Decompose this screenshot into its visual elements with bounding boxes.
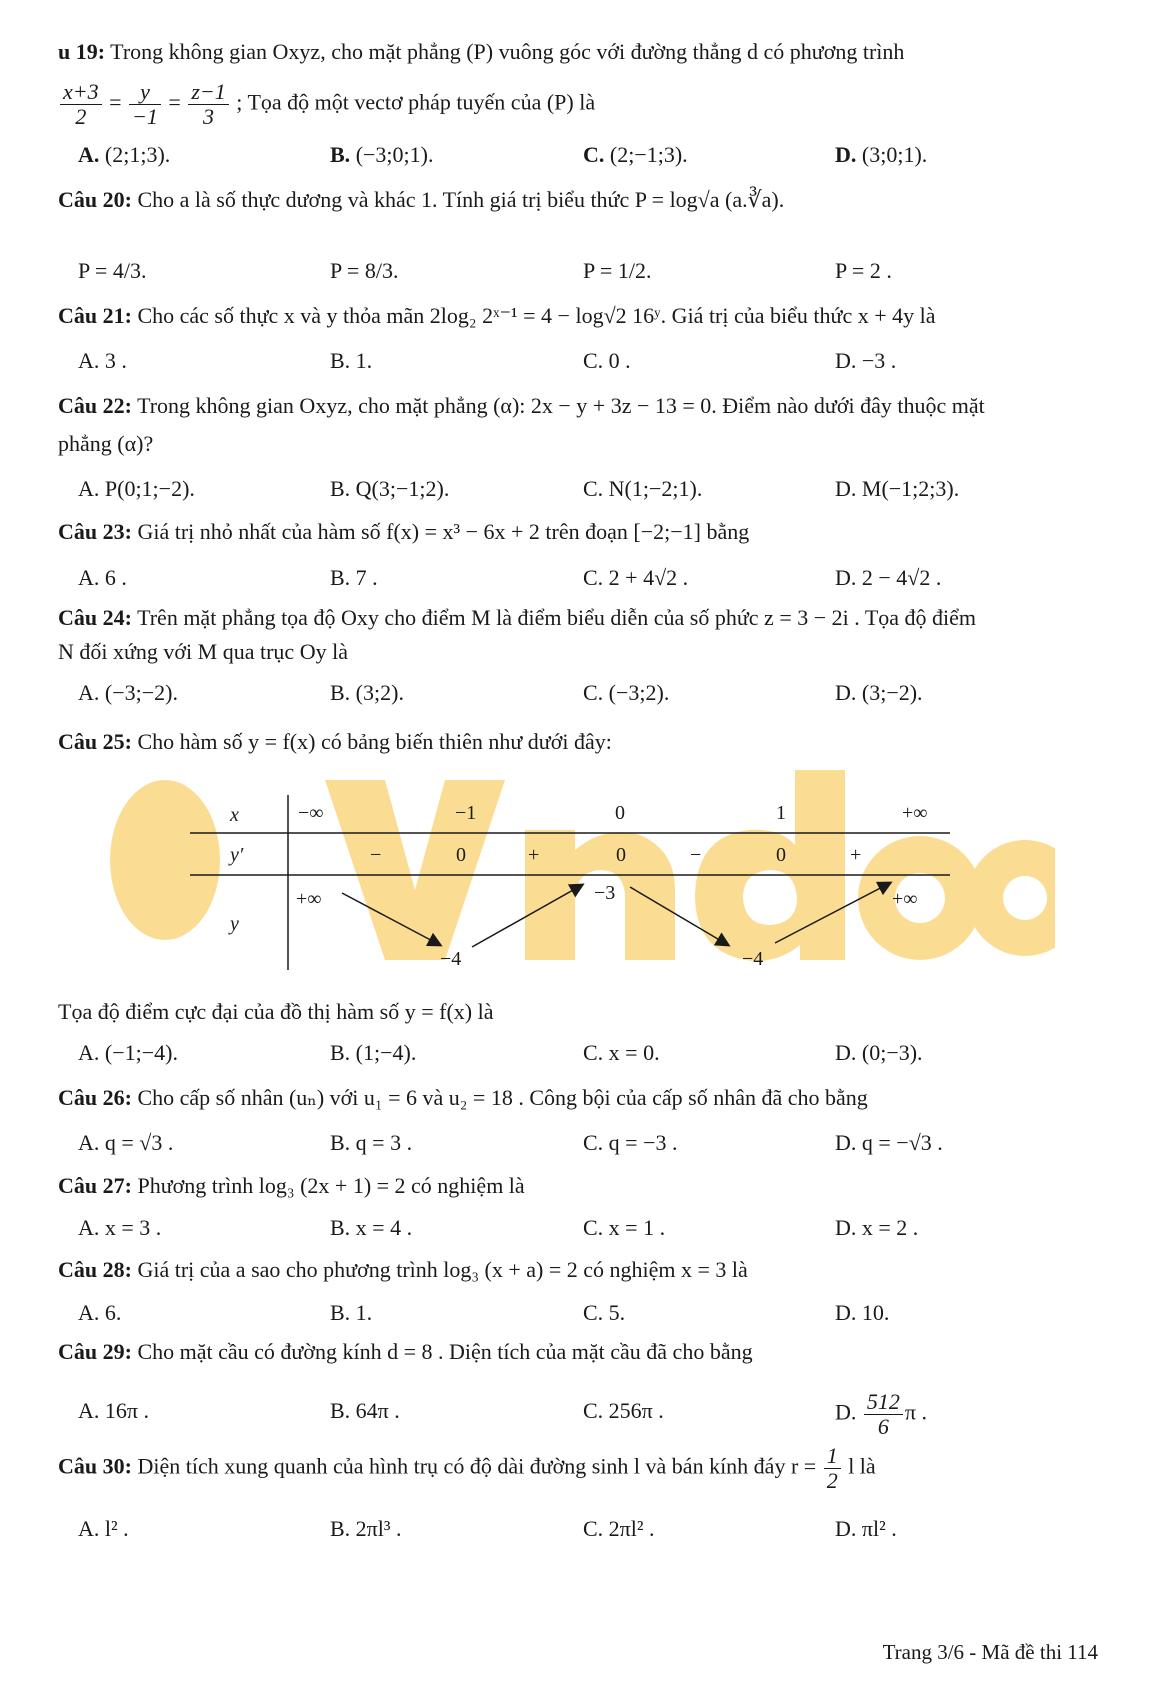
question-21 (58, 302, 1098, 330)
option-b[interactable]: B. 64π . (330, 1398, 400, 1423)
y-value: −3 (594, 882, 616, 904)
option-d[interactable]: P = 2 . (835, 258, 892, 283)
question-24 (58, 604, 1098, 632)
option-d[interactable]: D. πl² . (835, 1516, 897, 1541)
fraction (188, 80, 228, 129)
options-21 (78, 348, 1098, 380)
option-a[interactable]: P = 4/3. (78, 258, 147, 283)
option-a[interactable]: A. 6 . (78, 565, 127, 590)
question-label: Câu 20: (58, 187, 132, 212)
option-letter: C. (583, 142, 605, 167)
option-text: (−3;0;1). (355, 142, 434, 167)
options-23 (78, 565, 1098, 597)
option-letter: D. (835, 1399, 857, 1425)
option-text: (3;0;1). (861, 142, 928, 167)
option-b[interactable]: B. x = 4 . (330, 1215, 413, 1240)
option-a[interactable]: A. 6. (78, 1300, 122, 1325)
option-b[interactable]: B. (1;−4). (330, 1040, 417, 1065)
option-b[interactable]: P = 8/3. (330, 258, 399, 283)
option-text: (2;1;3). (104, 142, 171, 167)
options-25 (78, 1040, 1098, 1072)
x-value: −1 (455, 802, 477, 824)
question-label: Câu 27: (58, 1173, 132, 1198)
option-b[interactable]: B. q = 3 . (330, 1130, 413, 1155)
page-footer: Trang 3/6 - Mã đề thi 114 (882, 1640, 1098, 1664)
y-value: +∞ (296, 888, 322, 910)
yprime-sign: + (850, 844, 862, 866)
question-text: N đối xứng với M qua trục Oy là (58, 639, 348, 664)
option-text: π . (904, 1399, 927, 1425)
question-text: l là (848, 1453, 876, 1479)
option-b[interactable]: B. (3;2). (330, 680, 404, 705)
option-c[interactable]: C. x = 0. (583, 1040, 660, 1065)
options-19 (78, 142, 1098, 174)
row-label-yprime: y′ (230, 844, 244, 866)
denominator: −1 (132, 104, 158, 129)
fraction (824, 1444, 841, 1493)
fraction (60, 80, 102, 129)
arrow-down (630, 887, 728, 945)
option-c[interactable]: P = 1/2. (583, 258, 652, 283)
arrow-up (775, 883, 890, 943)
option-d[interactable]: D. x = 2 . (835, 1215, 919, 1240)
question-label: Câu 24: (58, 605, 132, 630)
options-30 (78, 1516, 1098, 1548)
option-c[interactable]: C. x = 1 . (583, 1215, 666, 1240)
question-22-line2 (58, 430, 1098, 458)
numerator: x+3 (60, 80, 102, 105)
question-text: Cho hàm số y = f(x) có bảng biến thiên như dưới đây: (137, 729, 612, 754)
x-value: −∞ (298, 802, 324, 824)
fraction (864, 1390, 903, 1439)
question-23 (58, 518, 1098, 546)
question-label: Câu 21: (58, 303, 132, 328)
question-label: Câu 29: (58, 1339, 132, 1364)
option-d[interactable] (835, 142, 927, 168)
question-label: Câu 25: (58, 729, 132, 754)
question-text: ; Tọa độ một vectơ pháp tuyến của (P) là (236, 89, 596, 115)
yprime-sign: 0 (616, 844, 626, 866)
y-value: −4 (742, 948, 764, 970)
question-label: Câu 28: (58, 1257, 132, 1282)
arrow-up (472, 885, 582, 947)
option-a[interactable]: A. (−3;−2). (78, 680, 178, 705)
question-label: Câu 23: (58, 519, 132, 544)
option-d[interactable]: D. M(−1;2;3). (835, 476, 960, 501)
question-label: Câu 26: (58, 1085, 132, 1110)
question-text: Giá trị nhỏ nhất của hàm số f(x) = x³ − 6x + 2 trên đoạn [−2;−1] bằng (137, 519, 750, 544)
option-b[interactable]: B. 2πl³ . (330, 1516, 402, 1541)
option-c[interactable]: C. N(1;−2;1). (583, 476, 703, 501)
arrow-down (342, 893, 440, 945)
x-value: 0 (615, 802, 625, 824)
option-c[interactable] (583, 142, 688, 168)
option-c[interactable]: C. (−3;2). (583, 680, 670, 705)
option-a[interactable]: A. l² . (78, 1516, 129, 1541)
fraction (129, 80, 161, 129)
option-a[interactable]: A. (−1;−4). (78, 1040, 178, 1065)
row-label-y: y (230, 913, 239, 935)
question-label: Câu 22: (58, 393, 132, 418)
y-value: −4 (440, 948, 462, 970)
yprime-sign: + (528, 844, 540, 866)
question-text: Trong không gian Oxyz, cho mặt phẳng (α): 2x − y + 3z − 13 = 0. Điểm nào dưới đây thuộc mặt (137, 393, 985, 418)
option-c[interactable]: C. 2 + 4√2 . (583, 565, 689, 590)
denominator: 2 (75, 104, 87, 129)
question-text: Cho cấp số nhân (uₙ) với u₁ = 6 và u₂ = 18 . Công bội của cấp số nhân đã cho bằng (137, 1085, 868, 1110)
numerator: 512 (864, 1390, 903, 1415)
yprime-sign: − (690, 844, 702, 866)
options-24 (78, 680, 1098, 712)
option-d[interactable]: D. 10. (835, 1300, 890, 1325)
question-25 (58, 728, 1098, 756)
option-c[interactable]: C. 5. (583, 1300, 626, 1325)
question-24-line2 (58, 638, 1098, 666)
question-19-equation: $\frac{x+3}{2}$ = $\frac{y}{-1}$ = $\frac{z-1}{3}$ ; Tọa độ một vectơ pháp tuyến của (P) là (58, 80, 1098, 132)
option-d[interactable]: D. (0;−3). (835, 1040, 923, 1065)
option-a[interactable]: A. x = 3 . (78, 1215, 162, 1240)
option-d[interactable] (835, 1390, 927, 1439)
question-19 (58, 38, 1098, 66)
options-22 (78, 476, 1098, 508)
denominator: 3 (203, 104, 215, 129)
question-label: u 19: (58, 39, 106, 64)
question-25-line2 (58, 998, 1098, 1026)
question-text: Cho a là số thực dương và khác 1. Tính giá trị biểu thức P = log√a (a.∛a). (137, 187, 785, 212)
option-letter: B. (330, 142, 351, 167)
question-text: Diện tích xung quanh của hình trụ có độ dài đường sinh l và bán kính đáy r = (137, 1453, 817, 1479)
question-text: Trong không gian Oxyz, cho mặt phẳng (P) vuông góc với đường thẳng d có phương trình (110, 39, 905, 64)
option-a[interactable]: A. P(0;1;−2). (78, 476, 195, 501)
option-a[interactable] (78, 142, 170, 168)
numerator: z−1 (188, 80, 228, 105)
options-28 (78, 1300, 1098, 1332)
option-c[interactable]: C. 256π . (583, 1398, 664, 1423)
question-text: Tọa độ điểm cực đại của đồ thị hàm số y = f(x) là (58, 999, 494, 1024)
numerator: 1 (824, 1444, 841, 1469)
question-text: Giá trị của a sao cho phương trình log₃ (x + a) = 2 có nghiệm x = 3 là (137, 1257, 748, 1282)
question-text: Cho mặt cầu có đường kính d = 8 . Diện tích của mặt cầu đã cho bằng (137, 1339, 753, 1364)
option-d[interactable]: D. −3 . (835, 348, 897, 373)
option-b[interactable]: B. 1. (330, 1300, 373, 1325)
question-27 (58, 1172, 1098, 1200)
yprime-sign: 0 (776, 844, 786, 866)
numerator: y (129, 80, 161, 105)
question-20 (58, 186, 1098, 214)
option-d[interactable]: D. 2 − 4√2 . (835, 565, 942, 590)
x-value: 1 (776, 802, 786, 824)
question-text: Trên mặt phẳng tọa độ Oxy cho điểm M là điểm biểu diễn của số phức z = 3 − 2i . Tọa độ điểm (137, 605, 977, 630)
options-29 (78, 1390, 1098, 1442)
option-b[interactable] (330, 142, 433, 168)
option-d[interactable]: D. (3;−2). (835, 680, 923, 705)
question-text: Cho các số thực x và y thỏa mãn 2log₂ 2ˣ⁻¹ = 4 − log√2 16ʸ. Giá trị của biểu thức x + 4y là (137, 303, 936, 328)
options-27 (78, 1215, 1098, 1247)
option-letter: D. (835, 142, 857, 167)
row-label-x: x (230, 804, 239, 826)
option-text: (2;−1;3). (609, 142, 688, 167)
yprime-sign: − (370, 844, 382, 866)
option-b[interactable]: B. 7 . (330, 565, 378, 590)
question-29 (58, 1338, 1098, 1366)
denominator: 6 (877, 1414, 889, 1439)
denominator: 2 (826, 1468, 838, 1493)
option-c[interactable]: C. q = −3 . (583, 1130, 678, 1155)
question-22 (58, 392, 1098, 420)
option-a[interactable]: A. 16π . (78, 1398, 149, 1423)
option-c[interactable]: C. 2πl² . (583, 1516, 655, 1541)
question-30 (58, 1444, 1098, 1500)
question-28 (58, 1256, 1098, 1284)
options-20 (78, 258, 1098, 290)
yprime-sign: 0 (456, 844, 466, 866)
variation-table (190, 795, 950, 970)
option-b[interactable]: B. Q(3;−1;2). (330, 476, 450, 501)
options-26 (78, 1130, 1098, 1162)
question-label: Câu 30: (58, 1453, 132, 1479)
option-a[interactable]: A. 3 . (78, 348, 127, 373)
option-d[interactable]: D. q = −√3 . (835, 1130, 943, 1155)
question-text: phẳng (α)? (58, 431, 154, 456)
y-value: +∞ (892, 888, 918, 910)
option-c[interactable]: C. 0 . (583, 348, 631, 373)
question-26 (58, 1084, 1098, 1112)
option-letter: A. (78, 142, 100, 167)
question-text: Phương trình log₃ (2x + 1) = 2 có nghiệm là (137, 1173, 525, 1198)
option-b[interactable]: B. 1. (330, 348, 373, 373)
x-value: +∞ (902, 802, 928, 824)
option-a[interactable]: A. q = √3 . (78, 1130, 174, 1155)
